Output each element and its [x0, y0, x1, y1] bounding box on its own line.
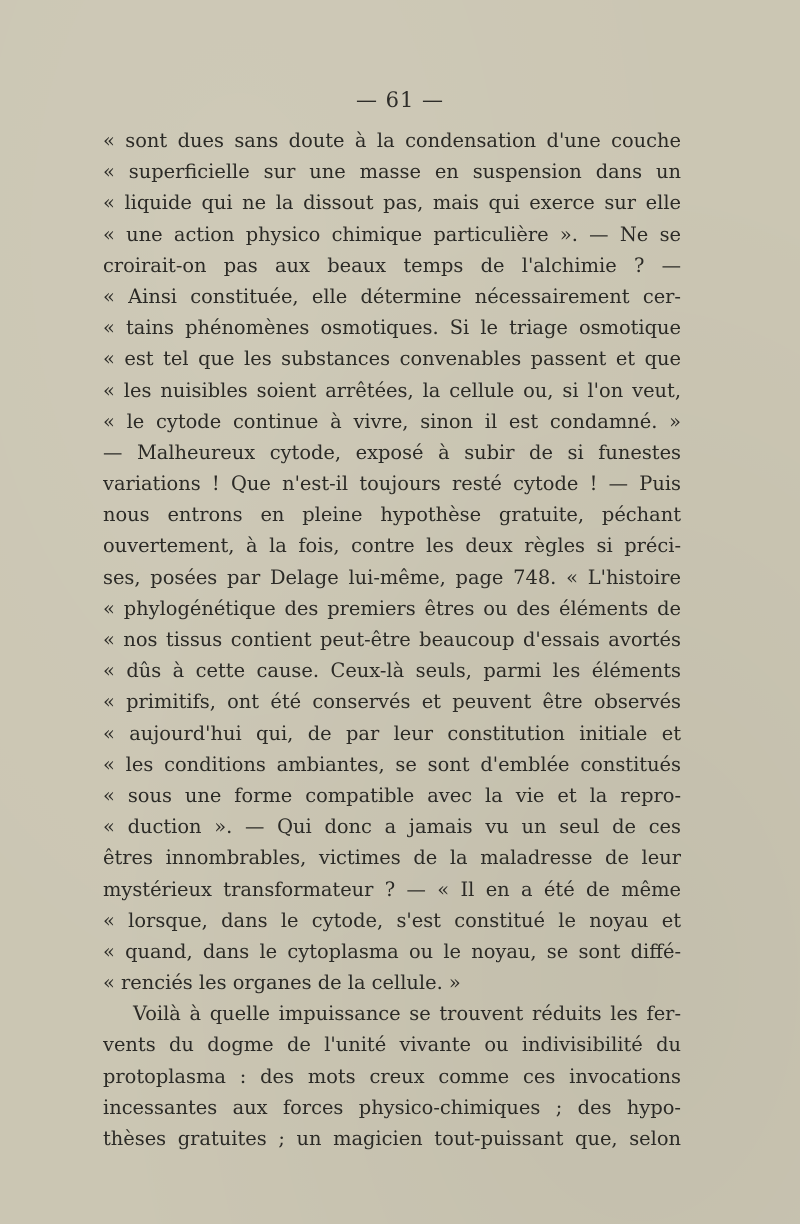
- text-line: « le cytode continue à vivre, sinon il est condamné. »: [103, 409, 681, 433]
- text-line: « liquide qui ne la dissout pas, mais qui exerce sur elle: [103, 191, 681, 215]
- text-line: variations ! Que n'est-il toujours resté cytode ! — Puis: [103, 472, 681, 496]
- text-line: thèses gratuites ; un magicien tout-puissant que, selon: [103, 1127, 681, 1150]
- text-line: « primitifs, ont été conservés et peuvent être observés: [103, 690, 681, 714]
- text-line: « sont dues sans doute à la condensation d'une couche: [103, 129, 681, 152]
- text-line: « duction ». — Qui donc a jamais vu un seul de ces: [103, 815, 681, 839]
- text-line: « quand, dans le cytoplasma ou le noyau, se sont diffé-: [103, 939, 681, 963]
- text-line: « les nuisibles soient arrêtées, la cellule ou, si l'on veut,: [103, 378, 681, 402]
- text-line: « dûs à cette cause. Ceux-là seuls, parmi les éléments: [103, 659, 681, 683]
- text-line: « nos tissus contient peut-être beaucoup d'essais avortés: [103, 628, 681, 651]
- text-line: — Malheureux cytode, exposé à subir de si funestes: [103, 440, 681, 464]
- text-line: « sous une forme compatible avec la vie et la repro-: [103, 783, 681, 807]
- text-line: croirait-on pas aux beaux temps de l'alchimie ? —: [103, 253, 681, 277]
- text-line: « Ainsi constituée, elle détermine nécessairement cer-: [103, 284, 681, 308]
- text-line: vents du dogme de l'unité vivante ou indivisibilité du: [103, 1033, 681, 1057]
- text-line: Voilà à quelle impuissance se trouvent réduits les fer-: [133, 1002, 681, 1026]
- text-line: mystérieux transformateur ? — « Il en a été de même: [103, 877, 681, 901]
- text-line: « phylogénétique des premiers êtres ou des éléments de: [103, 596, 681, 620]
- text-line: ouvertement, à la fois, contre les deux règles si préci-: [103, 534, 681, 558]
- text-line: « aujourd'hui qui, de par leur constitution initiale et: [103, 721, 681, 745]
- page-number: — 61 —: [355, 88, 445, 112]
- text-line: « tains phénomènes osmotiques. Si le triage osmotique: [103, 316, 681, 340]
- text-line: nous entrons en pleine hypothèse gratuite, péchant: [103, 503, 681, 527]
- text-line: incessantes aux forces physico-chimiques ; des hypo-: [103, 1095, 681, 1119]
- text-line: « est tel que les substances convenables passent et que: [103, 347, 681, 371]
- text-line: « une action physico chimique particulière ». — Ne se: [103, 222, 681, 246]
- text-line: « superficielle sur une masse en suspension dans un: [103, 160, 681, 184]
- body-text: [103, 125, 681, 1154]
- text-line: êtres innombrables, victimes de la maladresse de leur: [103, 846, 681, 870]
- text-line: protoplasma : des mots creux comme ces invocations: [103, 1064, 681, 1088]
- text-line: ses, posées par Delage lui-même, page 748. « L'histoire: [103, 565, 681, 589]
- text-line: « renciés les organes de la cellule. »: [103, 971, 461, 995]
- text-line: « lorsque, dans le cytode, s'est constitué le noyau et: [103, 908, 681, 932]
- text-line: « les conditions ambiantes, se sont d'emblée constitués: [103, 752, 681, 776]
